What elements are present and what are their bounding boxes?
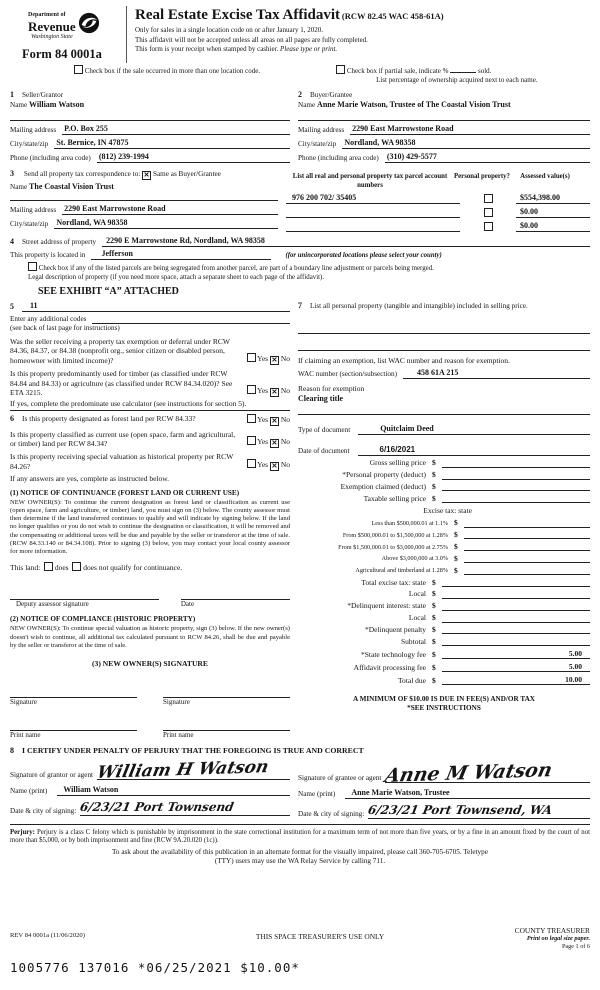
buyer-mailing-value[interactable]: 2290 East Marrowstone Road [350, 124, 590, 135]
rev-number: REV 84 0001a (11/06/2020) [10, 931, 85, 939]
yes-label: Yes [257, 386, 269, 396]
certify-statement: I CERTIFY UNDER PENALTY OF PERJURY THAT THE FOREGOING IS TRUE AND CORRECT [22, 746, 364, 756]
logo-dept-text: Department of [28, 12, 66, 18]
notice-compliance-body: NEW OWNER(S): To continue special valuation as historic property, sign (3) below. If the new owner(s) doesn't wish to continue, all additional tax calculated pursuant to RCW 84.26, shall be due and payable by the seller or transferor at the time of sale. [10, 625, 290, 649]
grantee-print-label: Name (print) [298, 789, 336, 798]
q3-no-checkbox[interactable]: ✕ [271, 416, 278, 425]
multi-location-checkbox[interactable] [74, 65, 83, 74]
reason-exemption-label: Reason for exemption [298, 384, 365, 394]
tax-rate-label: Agricultural and timberland at 1.28% [355, 567, 448, 575]
dollar-sign: $ [454, 530, 458, 540]
signature-label: Signature [163, 697, 190, 706]
doc-type-label: Type of document [298, 425, 351, 434]
personal-property-list-field[interactable] [298, 311, 590, 334]
buyer-name-value[interactable]: Anne Marie Watson, Trustee of The Coastal Vision Trust [317, 100, 511, 110]
dor-logo [10, 6, 122, 63]
section-1-title: Seller/Grantor [22, 91, 64, 100]
form-header [10, 6, 590, 63]
tax-row-value[interactable] [442, 479, 590, 480]
personal-property-checkbox[interactable] [484, 208, 493, 217]
section-6 [10, 414, 290, 740]
exemption-question: Was the seller receiving a property tax exemption or deferral under RCW 84.36, 84.37, or 84.38 (nonprofit org., senior citizen or disabled person, homeowner with limited income)? [10, 337, 230, 365]
tax-row-label: *Delinquent penalty [364, 625, 426, 635]
notice-continuance-body: NEW OWNER(S): To continue the current designation as forest land or classification as current use (open space, farm and agriculture, or timber) land, you must sign on (3) below. The county assessor must then determine if the land transferred continues to qualify and will indicate by signing below. If the land no longer qualifies or you do not wish to continue the designation or classification, it will be removed and the compensating or additional taxes will be due and payable by the seller or transferor at the time of sale. (RCW 84.33.140 or 84.34.108). Prior to signing (3) below, you may contact your local county assessor for more information. [10, 498, 290, 555]
no-label: No [280, 437, 290, 447]
grantor-date-value[interactable]: 6/23/21 Port Townsend [79, 800, 236, 815]
doc-date-value[interactable]: 6/16/2021 [358, 445, 591, 456]
assessed-value-col-header: Assessed value(s) [520, 173, 570, 181]
assessed-value-field[interactable]: $0.00 [516, 207, 590, 218]
q5-no-checkbox[interactable]: ✕ [271, 462, 278, 471]
dollar-sign: $ [454, 553, 458, 563]
corr-name-label: Name [10, 183, 28, 192]
form-number: Form 84 0001a [22, 47, 102, 62]
located-note: (for unincorporated locations please select your county) [285, 251, 442, 259]
grantee-signature-label: Signature of grantee or agent [298, 773, 382, 782]
grantee-date-value[interactable]: 6/23/21 Port Townsend, WA [367, 802, 554, 817]
segregated-checkbox[interactable] [28, 262, 37, 271]
tax-row-value[interactable] [442, 467, 590, 468]
tax-rate-value[interactable] [464, 562, 590, 563]
yes-label: Yes [257, 460, 269, 470]
tax-row-value[interactable] [442, 610, 590, 611]
exemption-code-field[interactable]: 11 [22, 301, 290, 312]
notice-continuance-title: (1) NOTICE OF CONTINUANCE (FOREST LAND OR CURRENT USE) [10, 488, 240, 497]
perjury-body: Perjury is a class C felony which is punishable by imprisonment in the state correctional institution for a maximum term of not more than five years, or by a fine in an amount fixed by the court of not more than $5,000, or by both imprisonment and fine (RCW 9A.20.020 (1c)). [10, 828, 590, 845]
yes-label: Yes [257, 354, 269, 364]
buyer-csz-label: City/state/zip [298, 140, 337, 149]
deputy-date-label: Date [180, 599, 195, 608]
section-8-number: 8 [10, 746, 14, 756]
dollar-sign: $ [432, 625, 436, 635]
multi-location-label: Check box if the sale occurred in more than one location code. [84, 66, 261, 75]
parcel-col-header: List all real and personal property tax parcel account numbers [292, 173, 448, 189]
section-4-property [10, 236, 590, 298]
dollar-sign: $ [432, 470, 436, 480]
partial-sale-label: Check box if partial sale, indicate % [346, 66, 449, 75]
county-treasurer-label: COUNTY TREASURER [514, 925, 590, 935]
header-sub1: Only for sales in a single location code on or after January 1, 2020. [135, 25, 323, 34]
section-3-text: Send all property tax correspondence to: [23, 170, 141, 179]
buyer-mailing-label: Mailing address [298, 126, 345, 135]
legal-description-label: Legal description of property (if you need more space, attach a separate sheet to each page of the affidavit). [28, 273, 325, 281]
dollar-sign: $ [432, 589, 436, 599]
header-sub3: This form is your receipt when stamped by cashier. [135, 45, 281, 54]
parcel-row [286, 207, 590, 218]
tax-row-value[interactable]: 5.00 [442, 649, 590, 659]
additional-codes-label: Enter any additional codes [10, 315, 87, 324]
dollar-sign: $ [432, 649, 436, 659]
grantee-date-label: Date & city of signing: [298, 809, 365, 818]
section-5-number: 5 [10, 302, 14, 312]
seller-mailing-value[interactable]: P.O. Box 255 [62, 124, 290, 135]
personal-property-col-header: Personal property? [454, 173, 510, 181]
dollar-sign: $ [432, 577, 436, 587]
buyer-csz-value[interactable]: Nordland, WA 98358 [342, 138, 590, 149]
tax-row-label: *Personal property (deduct) [342, 470, 426, 480]
revenue-swirl-icon [78, 12, 100, 34]
new-owner-signature-field[interactable] [163, 685, 290, 698]
parcel-row [286, 221, 590, 232]
section-2-buyer [298, 90, 590, 163]
seller-name-value[interactable]: William Watson [29, 100, 85, 110]
street-address-value[interactable]: 2290 E Marrowstone Rd, Nordland, WA 98358 [102, 236, 590, 247]
parcel-table [286, 169, 590, 232]
section-6-number: 6 [10, 413, 14, 423]
new-owner-signature-field[interactable] [10, 685, 137, 698]
buyer-name-label: Name [298, 101, 316, 110]
treasurer-stamp: 1005776 137016 *06/25/2021 $10.00* [10, 960, 300, 976]
tax-row-label: Taxable selling price [363, 493, 426, 503]
print-name-label: Print name [10, 731, 41, 740]
section-5 [10, 301, 290, 411]
section-8-certify [10, 746, 590, 819]
doc-type-value[interactable]: Quitclaim Deed [358, 424, 590, 435]
personal-property-checkbox[interactable] [484, 222, 493, 231]
no-label: No [280, 386, 290, 396]
tax-row-value[interactable] [442, 598, 590, 599]
does-qualify-checkbox[interactable] [44, 562, 53, 571]
tax-row-value[interactable] [442, 622, 590, 623]
tax-row-label: Total due [397, 675, 426, 685]
logo-revenue-text: Revenue [28, 18, 76, 34]
does-not-qualify-checkbox[interactable] [72, 562, 81, 571]
street-address-label: Street address of property [22, 238, 97, 247]
tax-row-value[interactable] [442, 502, 590, 503]
exhibit-a-text: SEE EXHIBIT “A” ATTACHED [38, 285, 179, 297]
exemption-claim-note: If claiming an exemption, list WAC number and reason for exemption. [298, 356, 510, 366]
seller-name-label: Name [10, 101, 28, 110]
q1-yes-checkbox[interactable] [247, 353, 256, 362]
dollar-sign: $ [432, 458, 436, 468]
tax-row-value[interactable] [442, 490, 590, 491]
seller-csz-value[interactable]: St. Bernice, IN 47875 [54, 138, 290, 149]
county-value[interactable]: Jefferson [91, 249, 271, 260]
tax-row-label: Gross selling price [369, 458, 426, 468]
historical-question: Is this property receiving special valuation as historical property per RCW 84.26? [10, 452, 234, 471]
print-name-label: Print name [163, 731, 194, 740]
new-owner-print-field[interactable] [163, 718, 290, 731]
form-footer [10, 926, 590, 976]
parcel-number-field[interactable] [286, 231, 460, 232]
corr-mailing-value[interactable]: 2290 East Marrowstone Road [62, 204, 278, 215]
partial-sale-checkbox[interactable] [336, 65, 345, 74]
tax-rate-value[interactable] [464, 574, 590, 575]
wac-number-value[interactable]: 458 61A 215 [403, 368, 590, 379]
partial-sale-option [336, 65, 538, 85]
multi-location-option [74, 65, 260, 85]
this-land-label: This land: [10, 563, 41, 573]
buyer-phone-label: Phone (including area code) [298, 154, 379, 163]
tax-rate-value[interactable] [464, 527, 590, 528]
dollar-sign: $ [454, 565, 458, 575]
notice-compliance-title: (2) NOTICE OF COMPLIANCE (HISTORIC PROPERTY) [10, 615, 196, 624]
same-as-buyer-label: Same as Buyer/Grantee [152, 170, 221, 179]
parcel-number-field[interactable]: 976 200 702/ 35405 [286, 193, 460, 204]
legal-size-note: Print on legal size paper. [526, 934, 590, 942]
if-yes-note: If any answers are yes, complete as instructed below. [10, 474, 170, 484]
tax-row-label: Local [408, 613, 426, 623]
section-7-number: 7 [298, 301, 302, 311]
alt-format-line1: To ask about the availability of this publication in an alternate format for the visually impaired, please call 360-705-6705. Teletype [112, 847, 488, 856]
grantor-date-label: Date & city of signing: [10, 807, 77, 816]
tax-row-value[interactable] [442, 645, 590, 646]
alt-format-line2: (TTY) users may use the WA Relay Service by calling 711. [214, 856, 386, 865]
minimum-due-line1: A MINIMUM OF $10.00 IS DUE IN FEE(S) AND/OR TAX [353, 694, 535, 703]
grantor-signature[interactable]: William H Watson [95, 756, 271, 784]
parcel-number-field[interactable] [286, 217, 460, 218]
same-as-buyer-checkbox[interactable]: ✕ [143, 171, 150, 180]
grantor-signature-label: Signature of grantor or agent [10, 771, 94, 780]
segregated-label: Check box if any of the listed parcels are being segregated from another parcel, are part of a boundary line adjustment or parcels being merged. [38, 265, 434, 273]
q5-yes-checkbox[interactable] [247, 459, 256, 468]
doc-date-label: Date of document [298, 446, 350, 455]
tax-row-label: Exemption claimed (deduct) [340, 482, 426, 492]
section-7 [298, 301, 590, 456]
corr-csz-value[interactable]: Nordland, WA 98358 [54, 218, 278, 229]
dollar-sign: $ [432, 675, 436, 685]
deputy-date-field[interactable] [181, 587, 290, 600]
corr-csz-label: City/state/zip [10, 220, 49, 229]
seller-csz-label: City/state/zip [10, 140, 49, 149]
grantee-signature[interactable]: Anne M Watson [383, 759, 555, 788]
signature-label: Signature [10, 697, 37, 706]
tax-rate-value[interactable] [464, 538, 590, 539]
dollar-sign: $ [432, 662, 436, 672]
form-title: Real Estate Excise Tax Affidavit [135, 7, 340, 23]
q4-no-checkbox[interactable]: ✕ [271, 439, 278, 448]
tax-row-label: Total excise tax: state [361, 577, 426, 587]
dollar-sign: $ [432, 482, 436, 492]
grantee-print-value[interactable]: Anne Marie Watson, Trustee [345, 788, 590, 799]
reason-exemption-value[interactable]: Clearing title [298, 393, 344, 403]
header-sub3-italic: Please type or print. [280, 45, 338, 54]
wac-number-label: WAC number (section/subsection) [298, 370, 398, 379]
tax-row-label: *State technology fee [361, 649, 426, 659]
partial-sale-label2: sold. [478, 66, 492, 75]
section-4-number: 4 [10, 237, 14, 247]
predominate-use-note: If yes, complete the predominate use calculator (see instructions for section 5). [10, 399, 290, 410]
q2-no-checkbox[interactable]: ✕ [271, 388, 278, 397]
partial-sale-percent-field[interactable] [450, 72, 476, 73]
seller-phone-value[interactable]: (812) 239-1994 [97, 152, 290, 163]
tax-row-label: *Delinquent interest: state [347, 601, 426, 611]
deputy-assessor-label: Deputy assessor signature [16, 599, 89, 608]
q3-yes-checkbox[interactable] [247, 414, 256, 423]
treasurer-space-label: THIS SPACE TREASURER'S USE ONLY [255, 931, 385, 941]
form-title-ref: (RCW 82.45 WAC 458-61A) [341, 11, 444, 21]
grantor-print-value[interactable]: William Watson [57, 785, 290, 796]
excise-tax-table [298, 458, 590, 713]
section-1-seller [10, 90, 298, 163]
perjury-lead: Perjury: [10, 828, 35, 836]
q1-no-checkbox[interactable]: ✕ [271, 356, 278, 365]
excise-state-header: Excise tax: state [423, 506, 472, 516]
tax-row-label: Affidavit processing fee [353, 662, 426, 672]
timber-question: Is this property predominantly used for timber (as classified under RCW 84.84 and 84.33) or agriculture (as classified under RCW 84.34.020)? See ETA 3215. [10, 369, 233, 397]
page-indicator: Page 1 of 6 [561, 942, 590, 950]
tax-row-label: Subtotal [400, 636, 426, 646]
does-not-label: does not qualify for continuance. [83, 563, 183, 573]
dollar-sign: $ [432, 493, 436, 503]
personal-property-checkbox[interactable] [484, 194, 493, 203]
corr-mailing-label: Mailing address [10, 206, 57, 215]
parcel-row [286, 193, 590, 204]
tax-row-value[interactable] [442, 633, 590, 634]
tax-row-value[interactable]: 10.00 [442, 675, 590, 685]
dollar-sign: $ [432, 601, 436, 611]
tax-rate-label: From $500,000.01 to $1,500,000 at 1.28% [342, 531, 448, 539]
minimum-due-line2: *SEE INSTRUCTIONS [407, 703, 481, 712]
buyer-phone-value[interactable]: (310) 429-5577 [385, 152, 590, 163]
assessed-value-field[interactable]: $554,398.00 [516, 193, 590, 204]
personal-property-text: List all personal property (tangible and intangible) included in selling price. [310, 302, 528, 311]
dollar-sign: $ [432, 636, 436, 646]
tax-row-label: Local [408, 589, 426, 599]
section-2-number: 2 [298, 90, 302, 100]
assessed-value-field[interactable]: $0.00 [516, 221, 590, 232]
see-back-note: (see back of last page for instructions) [10, 324, 120, 333]
tax-rate-label: From $1,500,000.01 to $3,000,000 at 2.75% [338, 543, 448, 551]
tax-rate-value[interactable] [464, 550, 590, 551]
deputy-assessor-signature-field[interactable] [10, 587, 159, 600]
new-owner-signature-title: (3) NEW OWNER(S) SIGNATURE [92, 659, 208, 669]
tax-rate-label: Above $3,000,000 at 3.0% [381, 555, 448, 563]
section-2-title: Buyer/Grantee [310, 91, 353, 100]
section-3-number: 3 [10, 169, 14, 179]
no-label: No [280, 460, 290, 470]
additional-codes-field[interactable] [92, 314, 290, 324]
q4-yes-checkbox[interactable] [247, 436, 256, 445]
forest-land-question: Is this property designated as forest land per RCW 84.33? [22, 413, 196, 423]
no-label: No [280, 414, 290, 424]
dollar-sign: $ [454, 541, 458, 551]
current-use-question: Is this property classified as current use (open space, farm and agricultural, or timber) land per RCW 84.34? [10, 429, 236, 449]
no-label: No [280, 354, 290, 364]
dollar-sign: $ [432, 613, 436, 623]
yes-label: Yes [257, 414, 269, 424]
grantor-print-label: Name (print) [10, 787, 48, 796]
perjury-block [10, 824, 590, 866]
dollar-sign: $ [454, 518, 458, 528]
tax-row-value[interactable]: 5.00 [442, 662, 590, 672]
seller-phone-label: Phone (including area code) [10, 154, 91, 163]
yes-label: Yes [257, 437, 269, 447]
tax-row-value[interactable] [442, 586, 590, 587]
header-sub2: This affidavit will not be accepted unless all areas on all pages are fully completed. [135, 35, 368, 44]
seller-mailing-label: Mailing address [10, 126, 57, 135]
tax-rate-label: Less than $500,000.01 at 1.1% [371, 519, 448, 527]
section-1-number: 1 [10, 90, 14, 100]
ownership-percentage-note: List percentage of ownership acquired next to each name. [376, 75, 538, 84]
logo-state-text: Washington State [31, 33, 73, 40]
section-3-correspondence [10, 169, 286, 232]
q2-yes-checkbox[interactable] [247, 385, 256, 394]
new-owner-print-field[interactable] [10, 718, 137, 731]
located-in-label: This property is located in [10, 251, 86, 260]
corr-name-value[interactable]: The Coastal Vision Trust [29, 182, 114, 192]
does-label: does [54, 563, 69, 573]
